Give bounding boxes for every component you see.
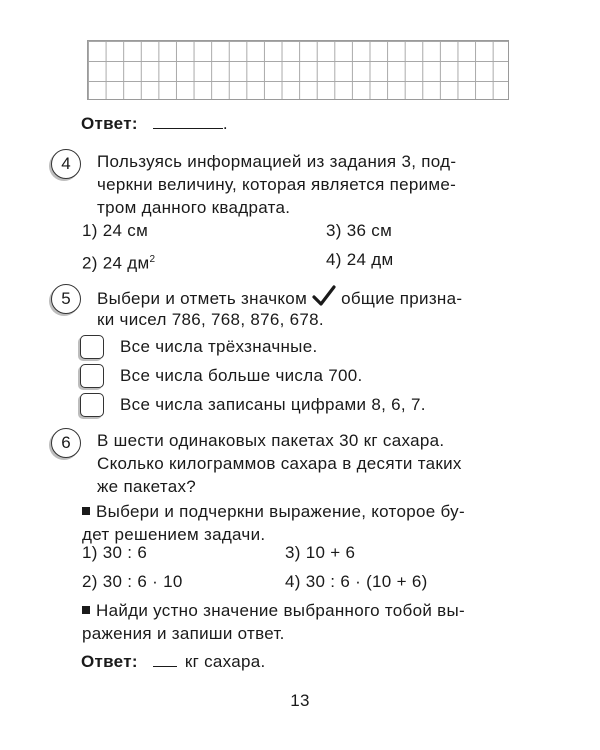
task-4-text-line-1: Пользуясь информацией из задания 3, под- xyxy=(97,152,457,171)
page-number: 13 xyxy=(290,691,310,710)
task-6-option-1[interactable]: 1) 30 : 6 xyxy=(82,543,148,562)
task-6-text-line-3: же пакетах? xyxy=(97,477,197,496)
checkbox-2[interactable] xyxy=(80,364,104,388)
task-6-option-4[interactable]: 4) 30 : 6 · (10 + 6) xyxy=(285,572,428,591)
answer-grid[interactable] xyxy=(87,40,509,100)
task-6-instruction-2-line-2: ражения и запиши ответ. xyxy=(82,624,285,643)
task-6-option-3[interactable]: 3) 10 + 6 xyxy=(285,543,356,562)
task-6-instruction-2-line-1: Найди устно значение выбранного тобой вы- xyxy=(82,599,465,623)
checkbox-1-label: Все числа трёхзначные. xyxy=(120,337,318,356)
bullet-icon xyxy=(82,606,90,614)
task-4-option-1[interactable]: 1) 24 см xyxy=(82,221,149,240)
task-4-text-line-3: тром данного квадрата. xyxy=(97,198,291,217)
checkbox-2-label: Все числа больше числа 700. xyxy=(120,366,363,385)
task-6-instruction-1-line-2: дет решением задачи. xyxy=(82,525,266,544)
task-4-option-3[interactable]: 3) 36 см xyxy=(326,221,393,240)
bullet-icon xyxy=(82,507,90,515)
checkbox-3[interactable] xyxy=(80,393,104,417)
task-6-number-badge: 6 xyxy=(51,428,81,458)
checkbox-1[interactable] xyxy=(80,335,104,359)
answer-line-1: Ответ: . xyxy=(81,114,228,133)
task-4-number-badge: 4 xyxy=(51,149,81,179)
answer-label: Ответ: xyxy=(81,114,138,133)
task-6-text-line-1: В шести одинаковых пакетах 30 кг сахара. xyxy=(97,431,445,450)
checkmark-icon xyxy=(312,285,336,307)
task-4-text-line-2: черкни величину, которая является периме- xyxy=(97,175,457,194)
task-5-number-badge: 5 xyxy=(51,284,81,314)
answer-label: Ответ: xyxy=(81,652,138,671)
checkbox-3-label: Все числа записаны цифрами 8, 6, 7. xyxy=(120,395,426,414)
task-6-text-line-2: Сколько килограммов сахара в десяти таких xyxy=(97,454,462,473)
task-6-option-2[interactable]: 2) 30 : 6 · 10 xyxy=(82,572,183,591)
answer-blank[interactable] xyxy=(153,666,177,667)
answer-blank[interactable] xyxy=(153,128,223,129)
task-4-option-4[interactable]: 4) 24 дм xyxy=(326,250,394,269)
task-5-text-line-2: ки чисел 786, 768, 876, 678. xyxy=(97,310,324,329)
task-4-option-2[interactable]: 2) 24 $дм^2$ xyxy=(82,253,156,273)
task-6-instruction-1-line-1: Выбери и подчеркни выражение, которое бу- xyxy=(82,500,465,524)
answer-line-2: Ответ: кг сахара. xyxy=(81,652,266,671)
task-5-text-line-1: Выбери и отметь значком общие призна- xyxy=(97,285,462,311)
